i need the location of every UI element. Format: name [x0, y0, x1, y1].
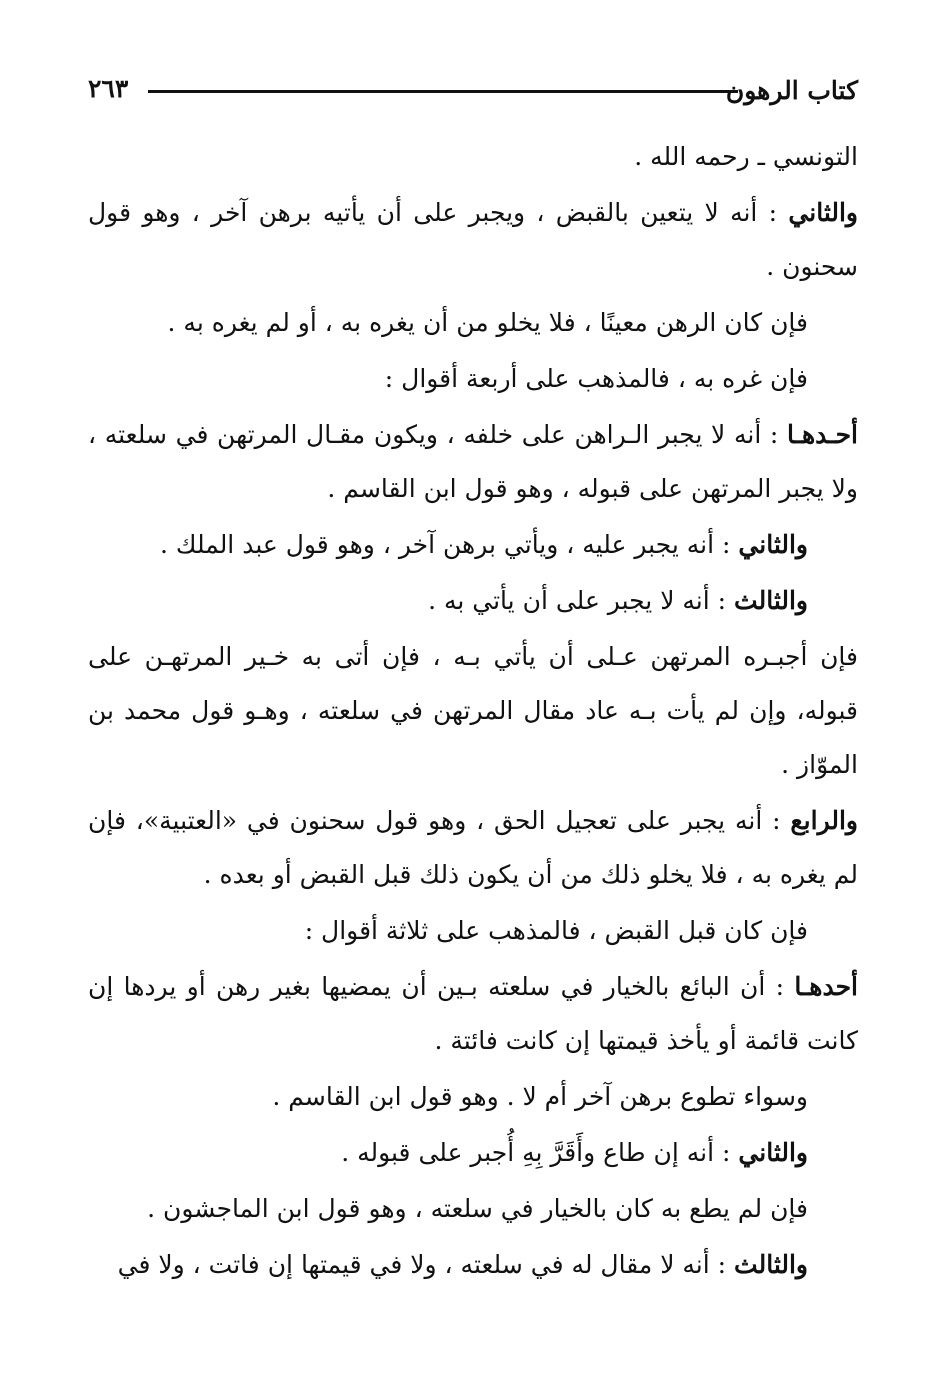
paragraph-lead: والثاني [738, 530, 808, 559]
paragraph [88, 1126, 858, 1180]
paragraph-text: : أنه يجبر عليه ، ويأتي برهن آخر ، وهو قول عبد الملك . [160, 530, 739, 559]
paragraph-text: فإن لم يطع به كان بالخيار في سلعته ، وهو قول ابن الماجشون . [147, 1194, 808, 1223]
paragraph-text: : أنه لا يتعين بالقبض ، ويجبر على أن يأتيه برهن آخر ، وهو قول سحنون . [88, 198, 858, 281]
paragraph-lead: والثالث [734, 1250, 808, 1279]
paragraph [88, 630, 858, 792]
paragraph-text: فإن كان الرهن معينًا ، فلا يخلو من أن يغره به ، أو لم يغره به . [167, 308, 808, 337]
paragraph-text: : أنه لا مقال له في سلعته ، ولا في قيمتها إن فاتت ، ولا في [117, 1250, 735, 1279]
paragraph-text: فإن أجبـره المرتهن عـلى أن يأتي بـه ، فإن أتى به خـير المرتهـن على قبوله، وإن لم يأت بـه عاد مقال المرتهن في سلعته ، وهـو قول محمد بن الموّاز . [88, 642, 858, 779]
paragraph [88, 1238, 858, 1292]
paragraph-lead: أحدهـا [794, 972, 858, 1001]
paragraph-text: فإن كان قبل القبض ، فالمذهب على ثلاثة أقوال : [304, 916, 808, 945]
paragraph-text: : أنه إن طاع وأَقَرَّ بِهِ أُجبر على قبوله . [341, 1138, 739, 1167]
paragraph [88, 352, 858, 406]
paragraph-lead: والرابع [790, 806, 858, 835]
paragraph [88, 960, 858, 1068]
paragraph-text: : أنه لا يجبر الـراهن على خلفه ، ويكون مقـال المرتهن في سلعته ، ولا يجبر المرتهن على قبوله ، وهو قول ابن القاسم . [88, 420, 858, 503]
paragraph-text: : أنه لا يجبر على أن يأتي به . [428, 586, 735, 615]
page-number: ٢٦٣ [88, 74, 129, 103]
paragraph-text: التونسي ـ رحمه الله . [634, 142, 858, 171]
body-text [88, 130, 858, 1294]
paragraph-text: : أنه يجبر على تعجيل الحق ، وهو قول سحنون في «العتبية»، فإن لم يغره به ، فلا يخلو ذلك من أن يكون ذلك قبل القبض أو بعده . [88, 806, 858, 889]
paragraph [88, 408, 858, 516]
paragraph [88, 518, 858, 572]
paragraph-lead: والثالث [734, 586, 808, 615]
paragraph-text: وسواء تطوع برهن آخر أم لا . وهو قول ابن القاسم . [272, 1082, 808, 1111]
paragraph [88, 794, 858, 902]
paragraph-text: : أن البائع بالخيار في سلعته بـين أن يمضيها بغير رهن أو يردها إن كانت قائمة أو يأخذ قيمتها إن كانت فائتة . [88, 972, 858, 1055]
paragraph-lead: والثاني [738, 1138, 808, 1167]
paragraph-lead: أحـدهـا [787, 420, 858, 449]
paragraph [88, 296, 858, 350]
paragraph [88, 130, 858, 184]
paragraph [88, 904, 858, 958]
page-header [88, 66, 858, 116]
paragraph-lead: والثاني [788, 198, 858, 227]
paragraph-text: فإن غره به ، فالمذهب على أربعة أقوال : [384, 364, 808, 393]
running-title: كتاب الرهون [725, 76, 858, 105]
paragraph [88, 1182, 858, 1236]
paragraph [88, 574, 858, 628]
paragraph [88, 1070, 858, 1124]
paragraph [88, 186, 858, 294]
header-rule [148, 90, 738, 93]
